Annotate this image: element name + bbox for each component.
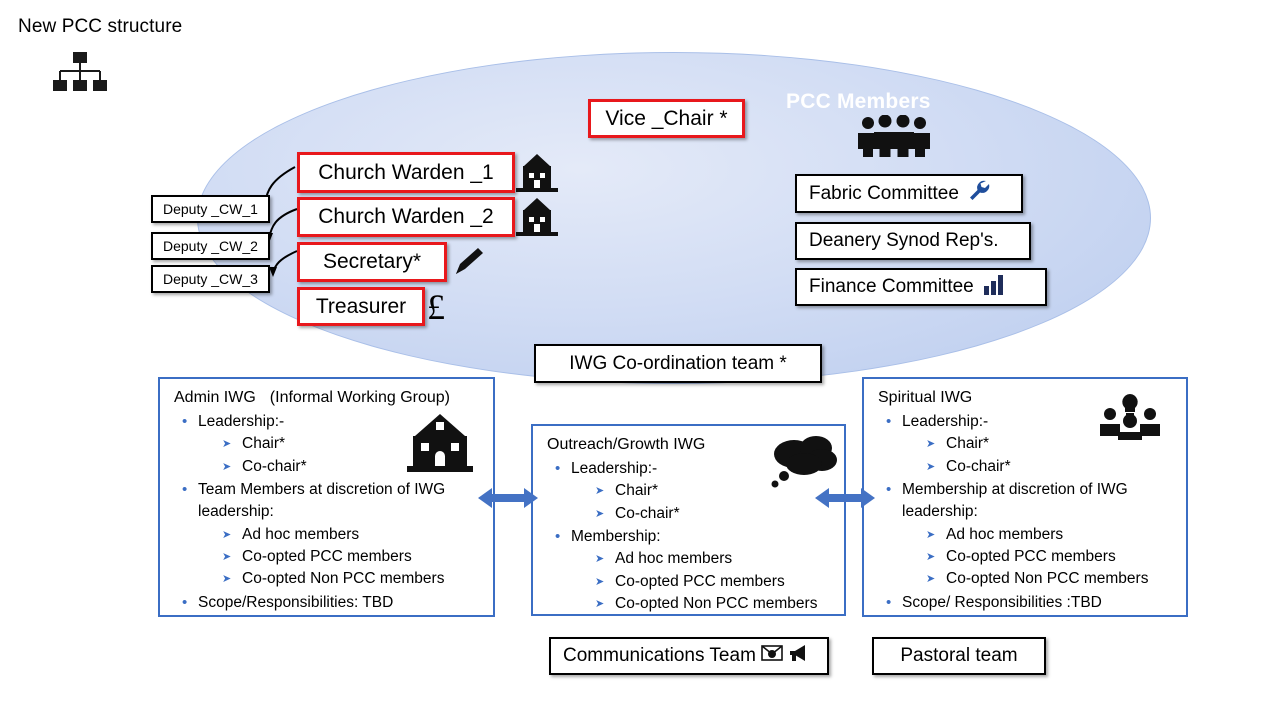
committee-label-fabric: Fabric Committee: [809, 182, 959, 204]
committee-box-fabric[interactable]: [795, 174, 1023, 213]
role-label-church-warden-2: Church Warden _2: [318, 205, 494, 228]
role-label-secretary: Secretary*: [322, 250, 422, 273]
arrow-admin-outreach: [478, 484, 538, 517]
committee-box-deanery-synod[interactable]: [795, 222, 1031, 260]
list-item: ➤ Chair*: [222, 433, 493, 455]
pcc-members-label: PCC Members: [786, 90, 931, 113]
bar-chart-icon: [982, 272, 1008, 302]
spiritual-item-1: • Membership at discretion of IWG leadership:: [902, 479, 1186, 524]
role-box-vice-chair[interactable]: [588, 99, 745, 138]
pastoral-team-box[interactable]: [872, 637, 1046, 675]
admin-sublist-1: [198, 524, 493, 591]
deputy-label-3: Deputy _CW_3: [163, 271, 258, 287]
committee-label-finance: Finance Committee: [809, 276, 974, 297]
church-building-icon: [405, 412, 475, 479]
deputy-box-2[interactable]: [151, 232, 270, 260]
list-item: ➤ Co-chair*: [595, 503, 844, 525]
page-title: New PCC structure: [18, 16, 183, 37]
admin-item-0: • Leadership:-: [198, 413, 284, 430]
list-item: ➤ Chair*: [595, 480, 844, 502]
outreach-sublist-1: [571, 548, 844, 615]
panel-title-outreach-iwg: Outreach/Growth IWG: [547, 436, 706, 453]
admin-item-2: • Scope/Responsibilities: TBD: [198, 594, 393, 611]
panel-title-admin-iwg: [160, 379, 493, 411]
role-label-treasurer: Treasurer: [315, 294, 407, 318]
communications-team-label: Communications Team: [563, 645, 756, 666]
list-item: ➤ Co-opted PCC members: [926, 546, 1186, 568]
list-item: ➤ Co-opted Non PCC members: [926, 568, 1186, 590]
admin-item-1: • Team Members at discretion of IWG leadership:: [198, 479, 493, 524]
list-item: [180, 592, 493, 614]
pound-sterling-icon: £: [427, 287, 445, 327]
spiritual-item-2: • Scope/ Responsibilities :TBD: [902, 594, 1102, 611]
deputy-box-1[interactable]: [151, 195, 270, 223]
communications-team-box[interactable]: [549, 637, 829, 675]
list-item: [553, 526, 844, 615]
list-item: ➤ Ad hoc members: [595, 548, 844, 570]
committee-label-deanery-synod: Deanery Synod Rep's.: [809, 230, 999, 251]
pastoral-team-label: Pastoral team: [900, 645, 1018, 666]
committee-box-finance[interactable]: [795, 268, 1047, 306]
deputy-label-1: Deputy _CW_1: [163, 201, 258, 217]
list-item: ➤ Co-opted Non PCC members: [222, 568, 493, 590]
list-item: ➤ Chair*: [926, 433, 1186, 455]
list-item: ➤ Co-opted PCC members: [222, 546, 493, 568]
role-label-church-warden-1: Church Warden _1: [318, 160, 494, 184]
iwg-coordination-label: IWG Co-ordination team *: [569, 352, 787, 374]
wrench-icon: [967, 179, 993, 209]
megaphone-icon: [787, 642, 811, 670]
group-idea-icon: [1098, 392, 1162, 445]
role-label-vice-chair: Vice _Chair *: [605, 106, 728, 130]
role-box-secretary[interactable]: [297, 242, 447, 282]
church-icon-warden-2: [516, 196, 558, 241]
panel-title-spiritual-iwg: Spiritual IWG: [878, 389, 973, 406]
list-item: ➤ Co-opted PCC members: [595, 571, 844, 593]
role-box-treasurer[interactable]: [297, 287, 425, 326]
spiritual-sublist-1: [902, 524, 1186, 591]
outreach-item-0: • Leadership:-: [571, 460, 657, 477]
list-item: [884, 592, 1186, 614]
list-item: ➤ Ad hoc members: [926, 524, 1186, 546]
role-box-church-warden-1[interactable]: [297, 152, 515, 193]
church-icon-warden-1: [516, 152, 558, 197]
spiritual-item-0: • Leadership:-: [902, 413, 988, 430]
people-group-icon: [855, 115, 933, 157]
list-item: ➤ Co-opted Non PCC members: [595, 593, 844, 615]
list-item: ➤ Ad hoc members: [222, 524, 493, 546]
list-item: [884, 479, 1186, 591]
outreach-item-1: • Membership:: [571, 528, 661, 545]
iwg-coordination-box[interactable]: [534, 344, 822, 383]
pencil-icon: [450, 244, 488, 285]
list-item: ➤ Co-chair*: [926, 456, 1186, 478]
list-item: [180, 479, 493, 591]
role-box-church-warden-2[interactable]: [297, 197, 515, 237]
email-icon: [760, 642, 784, 670]
panel-title-admin-iwg-sub: (Informal Working Group): [269, 389, 450, 406]
arrow-outreach-spiritual: [815, 484, 875, 517]
deputy-box-3[interactable]: [151, 265, 270, 293]
org-chart-icon: [52, 52, 108, 100]
deputy-label-2: Deputy _CW_2: [163, 238, 258, 254]
list-item: ➤ Co-chair*: [222, 456, 493, 478]
panel-title-admin-iwg-main: Admin IWG: [174, 389, 256, 406]
